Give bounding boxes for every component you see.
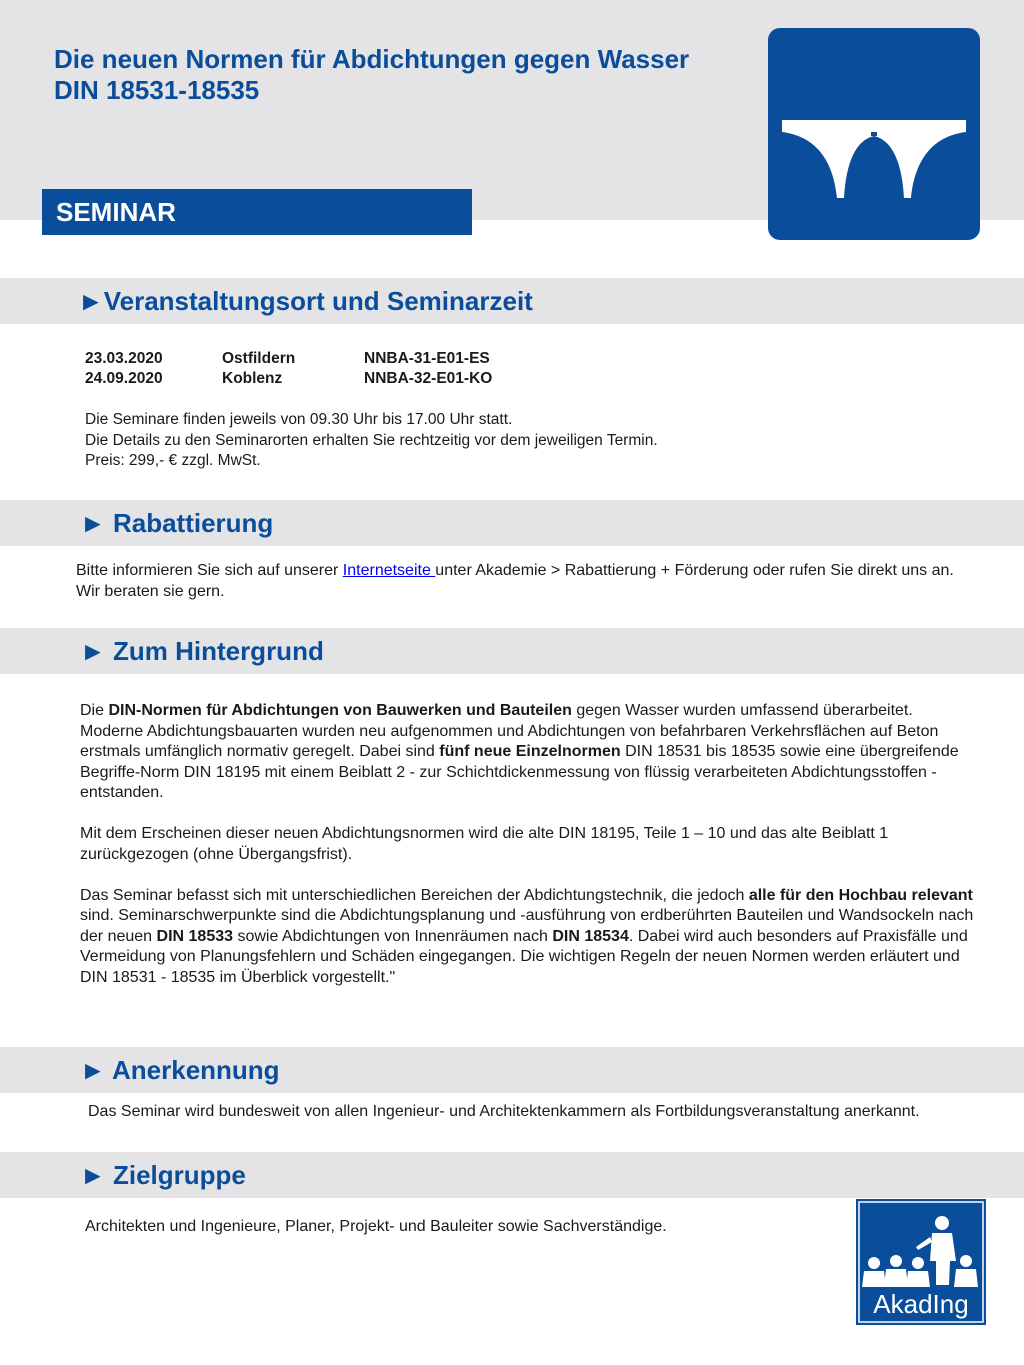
venue-details	[85, 410, 945, 472]
title-line-2: DIN 18531-18535	[54, 75, 260, 105]
background-text	[80, 701, 980, 988]
akading-logo	[856, 1199, 986, 1325]
discount-text	[76, 561, 966, 602]
venue-price-text: Preis: 299,- € zzgl. MwSt.	[85, 452, 261, 469]
bold-text: DIN 18533	[156, 927, 234, 945]
text-run: sind. Seminarschwerpunkte sind die Abdichtungsplanung und -ausführung von erdberührten Bauteilen und Wandsockeln nach der neuen	[80, 907, 974, 945]
seminar-tab: SEMINAR	[42, 189, 472, 235]
schedule-code: NNBA-32-E01-KO	[364, 370, 493, 387]
section-audience-bar	[0, 1152, 1024, 1198]
bold-text: fünf neue Einzelnormen	[439, 743, 621, 760]
schedule-code: NNBA-31-E01-ES	[364, 350, 490, 367]
schedule-date: 23.03.2020	[85, 350, 163, 367]
title-line-1: Die neuen Normen für Abdichtungen gegen Wasser	[54, 44, 690, 74]
text-run: Das Seminar befasst sich mit unterschiedlichen Bereichen der Abdichtungstechnik, die jedoch	[80, 886, 749, 904]
section-background-bar	[0, 628, 1024, 674]
text-run: Mit dem Erscheinen dieser neuen Abdichtungsnormen wird die alte DIN 18195, Teile 1 – 10 und das alte Beiblatt 1 zurückgezogen (ohne Übergangsfrist).	[80, 825, 889, 863]
background-paragraph	[80, 886, 980, 989]
schedule-place: Ostfildern	[222, 350, 296, 367]
section-audience-heading: ► Zielgruppe	[80, 1160, 246, 1190]
section-venue-heading: ►Veranstaltungsort und Seminarzeit	[78, 286, 533, 316]
bold-text: alle für den Hochbau relevant	[748, 886, 973, 904]
section-recognition-heading: ► Anerkennung	[80, 1055, 280, 1085]
audience-text: Architekten und Ingenieure, Planer, Projekt- und Bauleiter sowie Sachverständige.	[85, 1218, 667, 1235]
text-run: gegen Wasser wurden umfassend überarbeitet. Moderne Abdichtungsbauarten wurden neu aufgenommen und Abdichtungen von befahrbaren Verkehrsflächen auf Beton erstmals umfänglich normativ geregelt. Dabei sind	[80, 702, 939, 760]
recognition-text: Das Seminar wird bundesweit von allen Ingenieur- und Architektenkammern als Fortbildungsveranstaltung anerkannt.	[88, 1103, 920, 1120]
background-paragraph	[80, 701, 980, 804]
bold-text: DIN 18534	[552, 927, 629, 945]
text-run: sowie Abdichtungen von Innenräumen nach	[233, 927, 553, 945]
bridge-icon	[768, 28, 980, 240]
schedule-date: 24.09.2020	[85, 370, 163, 387]
section-recognition-bar	[0, 1047, 1024, 1093]
background-paragraph	[80, 824, 980, 865]
venue-time-text: Die Seminare finden jeweils von 09.30 Uhr bis 17.00 Uhr statt.	[85, 411, 513, 428]
text-run: DIN 18531 bis 18535 sowie eine übergreifende Begriffe-Norm DIN 18195 mit einem Beiblatt 2 - zur Schichtdickenmessung von flüssig verarbeiteten Abdichtungsstoffen - entstanden.	[80, 743, 959, 801]
page-title	[54, 44, 744, 106]
section-discount-bar	[0, 500, 1024, 546]
bold-text: DIN-Normen für Abdichtungen von Bauwerken und Bauteilen	[108, 702, 572, 719]
website-link[interactable]: Internetseite	[342, 562, 436, 579]
discount-text-start: Bitte informieren Sie sich auf unserer	[76, 562, 343, 579]
section-background-heading: ► Zum Hintergrund	[80, 636, 324, 666]
akading-logo-text: AkadIng	[873, 1289, 969, 1319]
text-run: . Dabei wird auch besonders auf Praxisfälle und Vermeidung von Planungsfehlern und Schäden eingegangen. Die wichtigen Regeln der neuen Normen werden erläutert und DIN 18531 - 18535 im Überblick vorgestellt."	[80, 927, 968, 986]
discount-text-end: unter Akademie > Rabattierung + Förderung oder rufen Sie direkt uns an. Wir beraten sie gern.	[76, 562, 954, 600]
schedule-place: Koblenz	[222, 370, 283, 387]
section-venue-bar	[0, 278, 1024, 324]
venue-details-text: Die Details zu den Seminarorten erhalten Sie rechtzeitig vor dem jeweiligen Termin.	[85, 431, 658, 449]
section-discount-heading: ► Rabattierung	[80, 508, 274, 538]
text-run: Die	[80, 702, 109, 719]
